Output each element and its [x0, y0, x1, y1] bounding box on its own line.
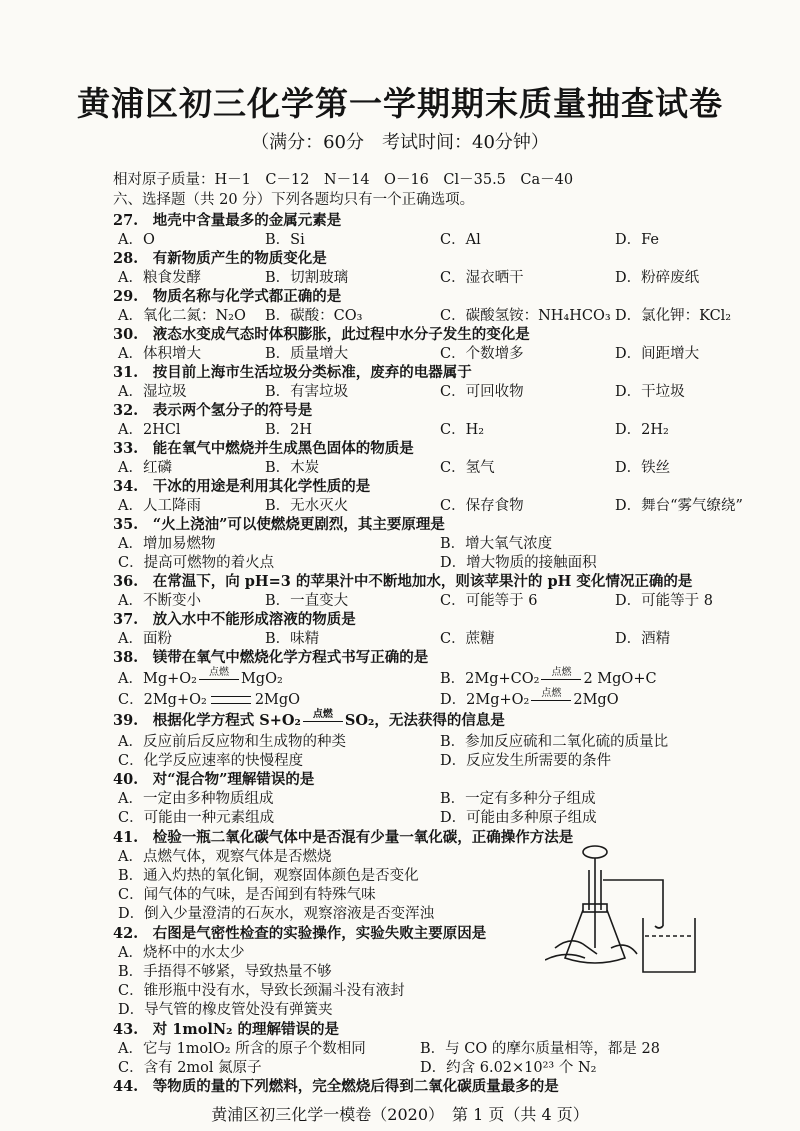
q35-option-c: C．提高可燃物的着火点 [118, 555, 275, 571]
page-title: 黄浦区初三化学第一学期期末质量抽查试卷 [77, 84, 723, 123]
airtightness-apparatus-illustration [545, 840, 720, 980]
q27-option-c: C．Al [440, 232, 481, 248]
q31-option-c: C．可回收物 [440, 384, 524, 400]
q43-option-a: A．它与 1molO₂ 所含的原子个数相同 [118, 1041, 366, 1057]
question-27-stem: 27. 地壳中含量最多的金属元素是 [113, 212, 342, 229]
q31-option-b: B．有害垃圾 [265, 384, 349, 400]
q33-option-b: B．木炭 [265, 460, 320, 476]
question-34-stem: 34. 干冰的用途是利用其化学性质的是 [113, 478, 371, 495]
q42-option-d: D．导气管的橡皮管处没有弹簧夹 [118, 1002, 333, 1018]
q38-b-reactants: B．2Mg+CO₂ [440, 671, 540, 687]
q29-option-b: B．碳酸：CO₃ [265, 308, 363, 324]
exam-info: （满分：60分 考试时间：40分钟） [251, 132, 549, 153]
q30-option-d: D．间距增大 [615, 346, 700, 362]
q32-option-a: A．2HCl [118, 422, 181, 438]
question-30-stem: 30. 液态水变成气态时体积膨胀，此过程中水分子发生的变化是 [113, 326, 530, 343]
q27-option-a: A．O [118, 232, 155, 248]
condition-label: 点燃 [312, 709, 333, 720]
q40-option-c: C．可能由一种元素组成 [118, 810, 275, 826]
question-37-stem: 37. 放入水中不能形成溶液的物质是 [113, 611, 356, 628]
q41-option-c: C．闻气体的气味，是否闻到有特殊气味 [118, 887, 376, 903]
q29-option-c: C．碳酸氢铵：NH₄HCO₃ [440, 308, 611, 324]
q34-option-b: B．无水灭火 [265, 498, 349, 514]
q38-d-reactants: D．2Mg+O₂ [440, 692, 530, 708]
question-42-stem: 42. 右图是气密性检查的实验操作，实验失败主要原因是 [113, 925, 487, 942]
q43-option-b: B．与 CO 的摩尔质量相等，都是 28 [420, 1041, 660, 1057]
q41-option-b: B．通入灼热的氧化铜，观察固体颜色是否变化 [118, 868, 419, 884]
q42-option-b: B．手捂得不够紧，导致热量不够 [118, 964, 332, 980]
q38-option-a [118, 667, 283, 688]
q36-option-d: D．可能等于 8 [615, 593, 713, 609]
condition-label: 点燃 [541, 688, 562, 699]
page-footer: 黄浦区初三化学一模卷（2020） 第 1 页（共 4 页） [211, 1105, 589, 1124]
q38-a-products: MgO₂ [240, 671, 283, 687]
section-heading: 六、选择题（共 20 分）下列各题均只有一个正确选项。 [113, 192, 475, 208]
q34-option-c: C．保存食物 [440, 498, 524, 514]
q35-option-d: D．增大物质的接触面积 [440, 555, 597, 571]
q43-option-c: C．含有 2mol 氮原子 [118, 1060, 262, 1076]
q30-option-a: A．体积增大 [118, 346, 201, 362]
q42-option-c: C．锥形瓶中没有水，导致长颈漏斗没有液封 [118, 983, 405, 999]
q28-option-d: D．粉碎废纸 [615, 270, 700, 286]
q28-option-b: B．切割玻璃 [265, 270, 349, 286]
atomic-mass-line: 相对原子质量：H－1 C－12 N－14 O－16 Cl－35.5 Ca－40 [113, 172, 574, 188]
q33-option-a: A．红磷 [118, 460, 172, 476]
condition-label: 点燃 [208, 667, 229, 678]
reaction-arrow [301, 709, 345, 730]
q39-option-d: D．反应发生所需要的条件 [440, 753, 612, 769]
q38-d-products: 2MgO [573, 692, 619, 708]
q29-option-a: A．氧化二氮：N₂O [118, 308, 246, 324]
q43-option-d: D．约含 6.02×10²³ 个 N₂ [420, 1060, 597, 1076]
q40-option-d: D．可能由多种原子组成 [440, 810, 597, 826]
q40-option-b: B．一定有多种分子组成 [440, 791, 596, 807]
q38-c-reactants: C．2Mg+O₂ [118, 692, 207, 708]
q34-option-d: D．舞台“雾气缭绕” [615, 498, 743, 514]
q32-option-d: D．2H₂ [615, 422, 669, 438]
question-44-stem: 44. 等物质的量的下列燃料，完全燃烧后得到二氧化碳质量最多的是 [113, 1078, 559, 1095]
q28-option-c: C．湿衣晒干 [440, 270, 524, 286]
q42-option-a: A．烧杯中的水太少 [118, 945, 245, 961]
reaction-arrow [529, 688, 573, 709]
q31-option-a: A．湿垃圾 [118, 384, 187, 400]
q30-option-b: B．质量增大 [265, 346, 349, 362]
q40-option-a: A．一定由多种物质组成 [118, 791, 274, 807]
q28-option-a: A．粮食发酵 [118, 270, 201, 286]
q36-option-c: C．可能等于 6 [440, 593, 538, 609]
question-29-stem: 29. 物质名称与化学式都正确的是 [113, 288, 342, 305]
question-39-stem [113, 709, 505, 730]
question-36-stem: 36. 在常温下，向 pH=3 的苹果汁中不断地加水，则该苹果汁的 pH 变化情况正确的是 [113, 573, 693, 590]
q27-option-d: D．Fe [615, 232, 659, 248]
reaction-arrow [197, 667, 241, 688]
q36-option-b: B．一直变大 [265, 593, 349, 609]
q39-stem-left: 39. 根据化学方程式 S+O₂ [113, 712, 301, 729]
q32-option-c: C．H₂ [440, 422, 485, 438]
q37-option-b: B．味精 [265, 631, 320, 647]
q37-option-a: A．面粉 [118, 631, 172, 647]
question-35-stem: 35. “火上浇油”可以使燃烧更剧烈，其主要原理是 [113, 516, 445, 533]
q33-option-d: D．铁丝 [615, 460, 671, 476]
question-33-stem: 33. 能在氧气中燃烧并生成黑色固体的物质是 [113, 440, 414, 457]
question-38-stem: 38. 镁带在氧气中燃烧化学方程式书写正确的是 [113, 649, 429, 666]
question-32-stem: 32. 表示两个氢分子的符号是 [113, 402, 313, 419]
q39-option-c: C．化学反应速率的快慢程度 [118, 753, 304, 769]
question-41-stem: 41. 检验一瓶二氧化碳气体中是否混有少量一氧化碳，正确操作方法是 [113, 829, 574, 846]
q37-option-c: C．蔗糖 [440, 631, 495, 647]
q35-option-b: B．增大氧气浓度 [440, 536, 553, 552]
q39-stem-right: SO₂，无法获得的信息是 [344, 712, 505, 729]
q29-option-d: D．氯化钾：KCl₂ [615, 308, 732, 324]
q38-b-products: 2 MgO+C [583, 671, 657, 687]
question-28-stem: 28. 有新物质产生的物质变化是 [113, 250, 327, 267]
q36-option-a: A．不断变小 [118, 593, 201, 609]
question-43-stem: 43. 对 1molN₂ 的理解错误的是 [113, 1021, 340, 1038]
q38-c-products: 2MgO [254, 692, 301, 708]
q34-option-a: A．人工降雨 [118, 498, 201, 514]
q33-option-c: C．氢气 [440, 460, 495, 476]
q37-option-d: D．酒精 [615, 631, 671, 647]
q38-a-reactants: A．Mg+O₂ [118, 671, 197, 687]
q30-option-c: C．个数增多 [440, 346, 524, 362]
condition-label: 点燃 [551, 667, 572, 678]
q35-option-a: A．增加易燃物 [118, 536, 216, 552]
q38-option-c [118, 691, 300, 709]
q41-option-a: A．点燃气体，观察气体是否燃烧 [118, 849, 332, 865]
q41-option-d: D．倒入少量澄清的石灰水，观察溶液是否变浑浊 [118, 906, 435, 922]
q32-option-b: B．2H [265, 422, 313, 438]
equals-sign [211, 696, 251, 704]
q38-option-d [440, 688, 619, 709]
question-40-stem: 40. 对“混合物”理解错误的是 [113, 771, 315, 788]
q39-option-a: A．反应前后反应物和生成物的种类 [118, 734, 346, 750]
q39-option-b: B．参加反应硫和二氧化硫的质量比 [440, 734, 669, 750]
q31-option-d: D．干垃圾 [615, 384, 685, 400]
q27-option-b: B．Si [265, 232, 305, 248]
question-31-stem: 31. 按目前上海市生活垃圾分类标准，废弃的电器属于 [113, 364, 472, 381]
